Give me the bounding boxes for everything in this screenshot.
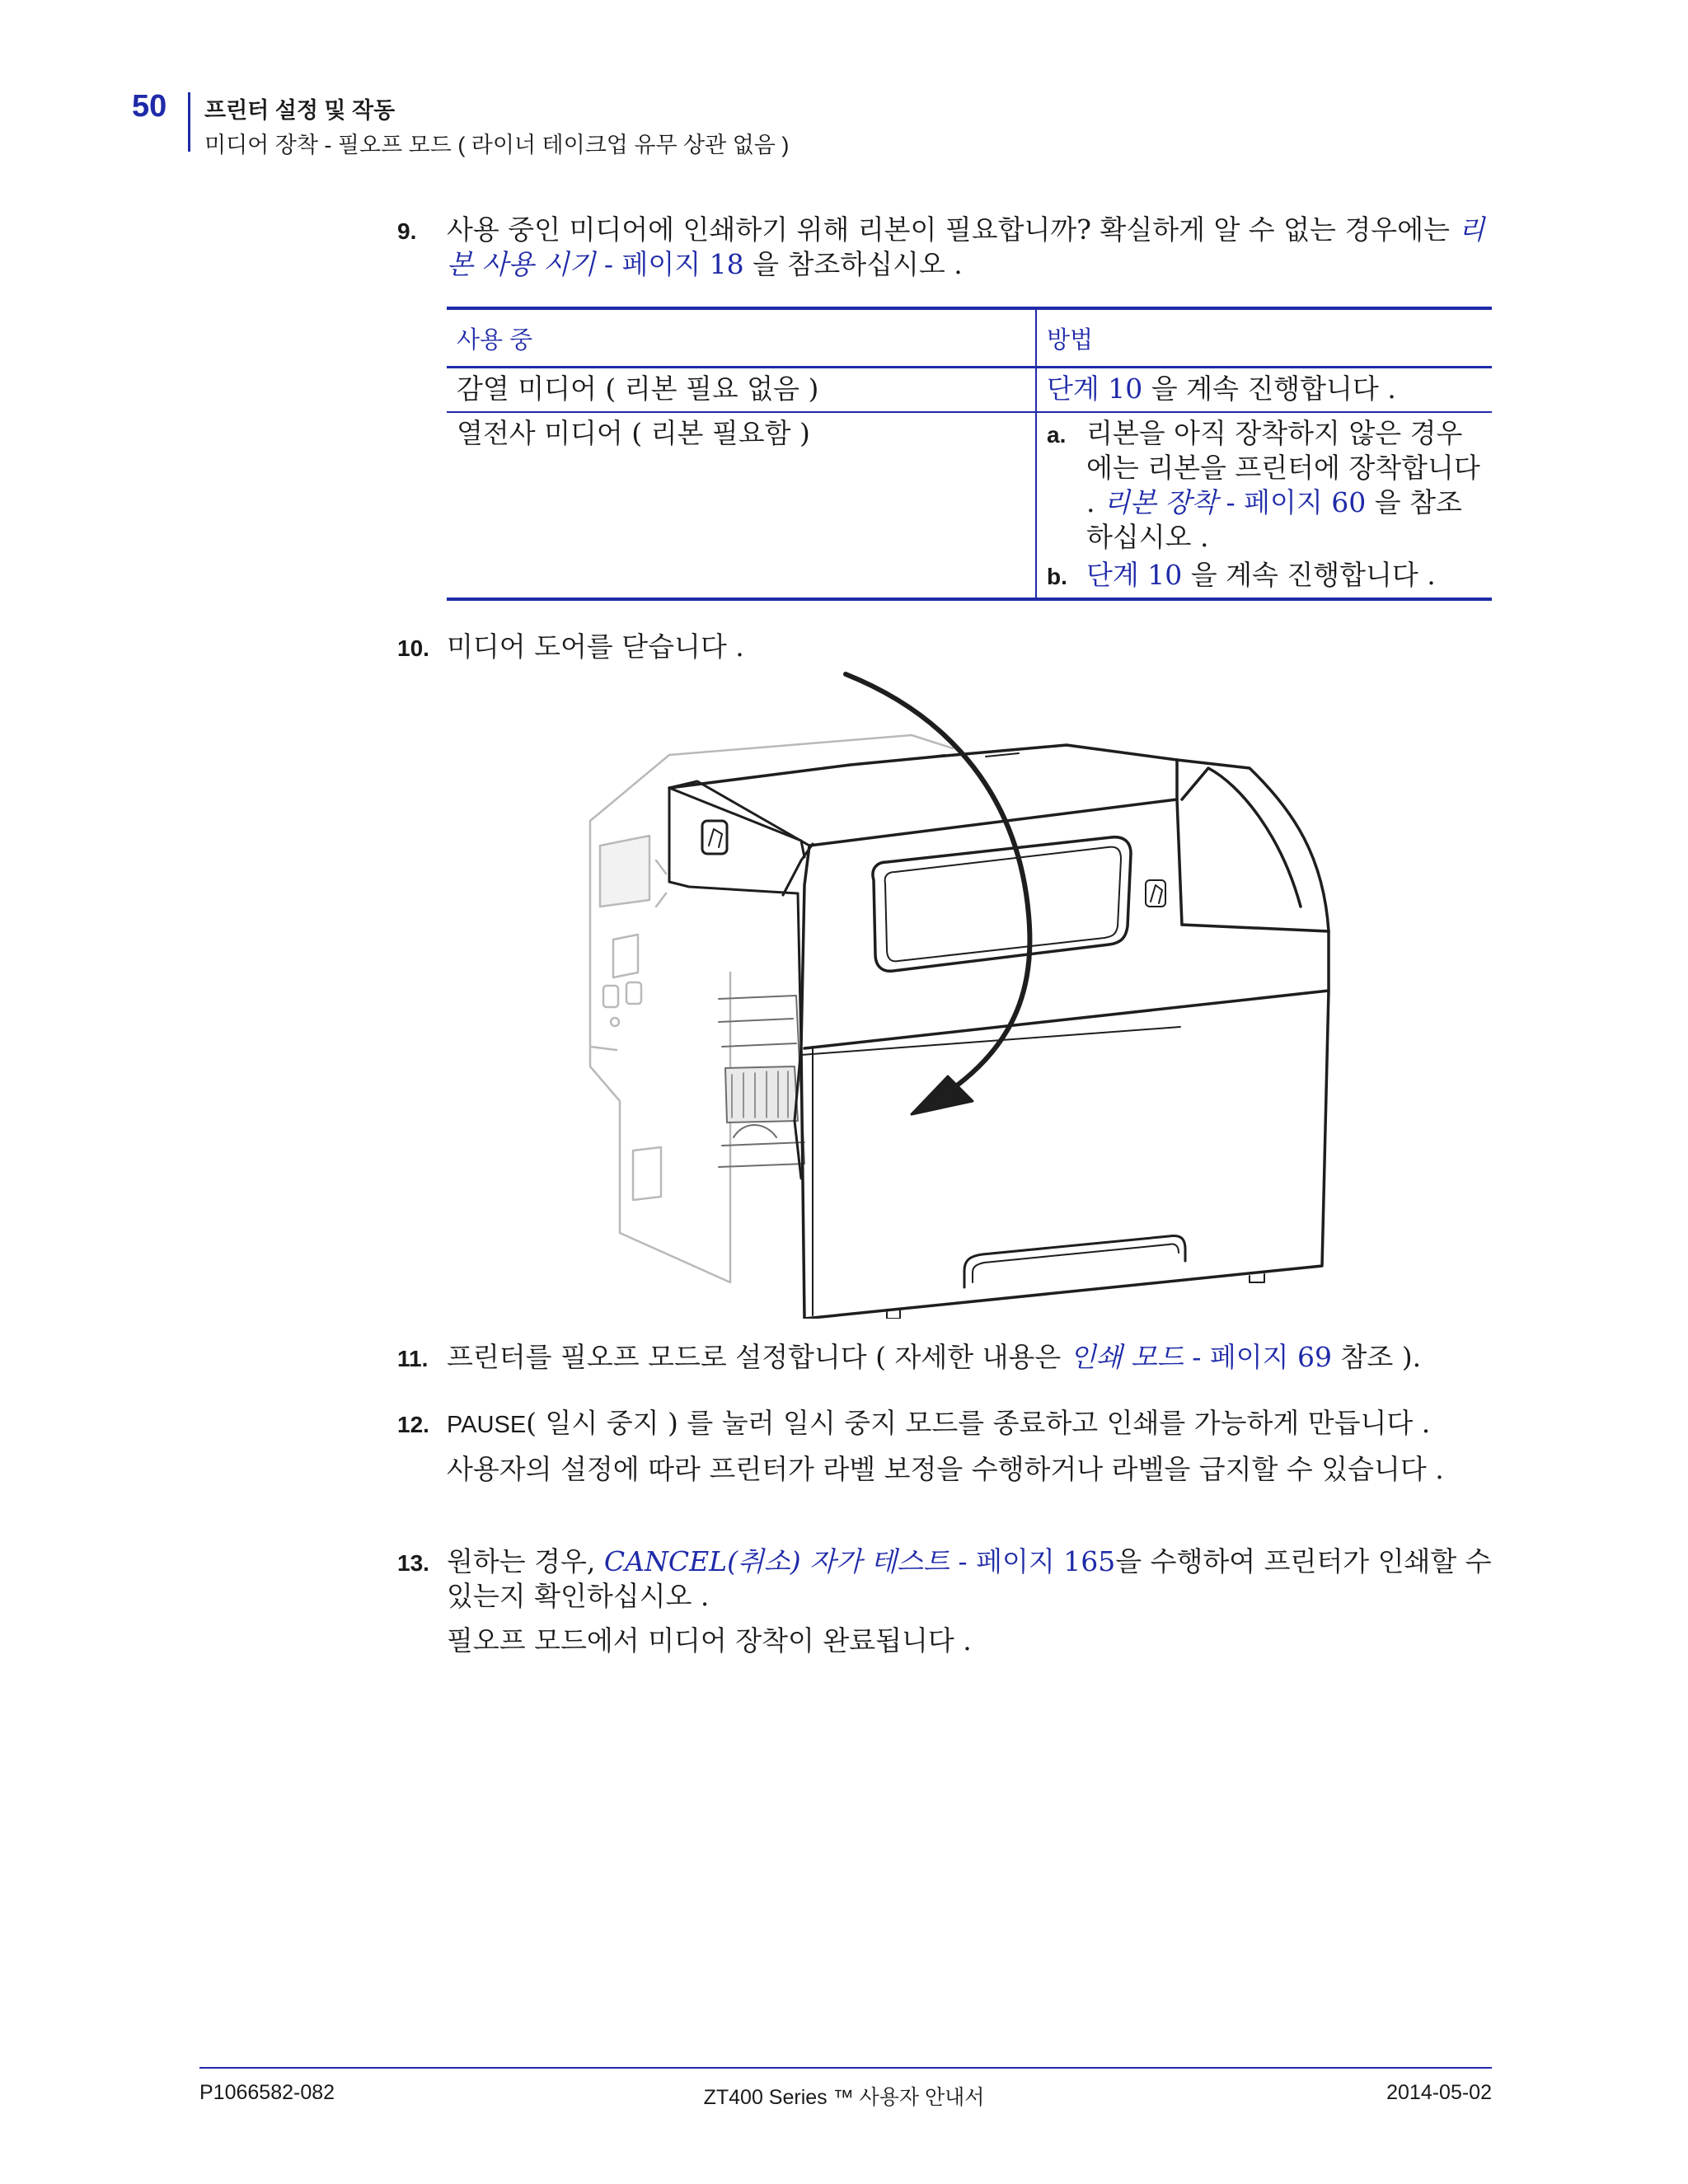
chapter-title: 프린터 설정 및 작동 xyxy=(204,98,396,123)
footer-doc-number: P1066582-082 xyxy=(199,2081,335,2104)
table-header-row xyxy=(447,308,1492,368)
step-10-link[interactable]: 단계 10 xyxy=(1047,373,1143,405)
footer-title: ZT400 Series ™ 사용자 안내서 xyxy=(703,2086,985,2109)
ribbon-load-link[interactable]: 리본 장착 - 페이지 60 xyxy=(1103,486,1367,518)
header-divider xyxy=(188,92,190,152)
step-note: 필오프 모드에서 미디어 장착이 완료됩니다 . xyxy=(447,1624,972,1657)
column-header-method: 방법 xyxy=(1036,308,1492,368)
footer-date: 2014-05-02 xyxy=(1386,2081,1492,2104)
section-title: 미디어 장착 - 필오프 모드 ( 라이너 테이크업 유무 상관 없음 ) xyxy=(204,133,790,157)
footer-divider xyxy=(199,2067,1492,2069)
method-substep-a: a. 리본을 아직 장착하지 않은 경우에는 리본을 프린터에 장착합니다 . 리본 장착 - 페이지 60 을 참조하십시오 . xyxy=(1047,417,1480,553)
step-number: 13. xyxy=(397,1550,429,1576)
substep-letter: b. xyxy=(1047,564,1067,589)
step-note: 사용자의 설정에 따라 프린터가 라벨 보정을 수행하거나 라벨을 급지할 수 있습니다 . xyxy=(447,1453,1444,1485)
table-row xyxy=(447,412,1492,599)
step-text: 프린터를 필오프 모드로 설정합니다 ( 자세한 내용은 인쇄 모드 - 페이지 69 참조 ). xyxy=(447,1341,1422,1373)
step-text: PAUSE( 일시 중지 ) 를 눌러 일시 중지 모드를 종료하고 인쇄를 가능하게 만듭니다 . xyxy=(447,1407,1431,1439)
step-9 xyxy=(397,213,1493,282)
cancel-self-test-link[interactable]: CANCEL(취소) 자가 테스트 - 페이지 165 xyxy=(603,1545,1116,1577)
step-text: 미디어 도어를 닫습니다 . xyxy=(447,630,744,663)
usage-cell: 감열 미디어 ( 리본 필요 없음 ) xyxy=(447,368,1036,413)
step-number: 10. xyxy=(397,635,429,661)
step-number: 12. xyxy=(397,1412,429,1437)
method-cell: 단계 10 을 계속 진행합니다 . xyxy=(1036,368,1492,413)
table-row xyxy=(447,368,1492,413)
substep-letter: a. xyxy=(1047,422,1067,448)
step-number: 9. xyxy=(397,218,417,244)
pause-key: PAUSE xyxy=(447,1412,527,1438)
step-11 xyxy=(397,1340,1493,1375)
method-cell xyxy=(1036,412,1492,599)
method-substep-b: b. 단계 10 을 계속 진행합니다 . xyxy=(1047,558,1482,593)
ribbon-method-table xyxy=(447,307,1492,601)
step-13 xyxy=(397,1544,1493,1658)
step-number: 11. xyxy=(397,1346,429,1371)
printer-closing-media-door-illustration xyxy=(557,659,1348,1319)
step-12 xyxy=(397,1406,1493,1487)
print-mode-link[interactable]: 인쇄 모드 - 페이지 69 xyxy=(1069,1341,1333,1373)
usage-cell: 열전사 미디어 ( 리본 필요함 ) xyxy=(447,412,1036,599)
column-header-usage: 사용 중 xyxy=(447,308,1036,368)
step-text: 원하는 경우, CANCEL(취소) 자가 테스트 - 페이지 165을 수행하여 프린터가 인쇄할 수 있는지 확인하십시오 . xyxy=(447,1545,1492,1612)
step-10-link[interactable]: 단계 10 xyxy=(1086,559,1183,591)
step-text: 사용 중인 미디어에 인쇄하기 위해 리본이 필요합니까? 확실하게 알 수 없는 경우에는 리본 사용 시기 - 페이지 18 을 참조하십시오 . xyxy=(447,213,1485,280)
ribbon-usage-link[interactable]: 리본 사용 시기 - 페이지 18 xyxy=(447,213,1485,280)
page-number: 50 xyxy=(132,89,167,124)
